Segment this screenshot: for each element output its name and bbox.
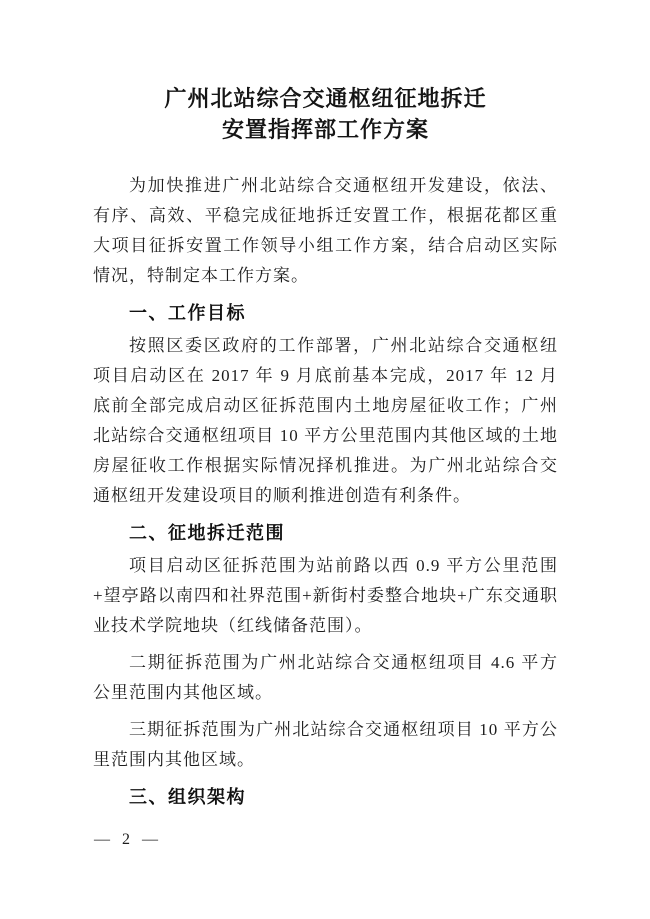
paragraph-scope-phase-1: 项目启动区征拆范围为站前路以西 0.9 平方公里范围+望亭路以南四和社界范围+新街村委整合地块+广东交通职业技术学院地块（红线储备范围）。 bbox=[93, 556, 558, 635]
paragraph-scope-phase-2: 二期征拆范围为广州北站综合交通枢纽项目 4.6 平方公里范围内其他区域。 bbox=[93, 653, 558, 702]
document-title-line-1: 广州北站综合交通枢纽征地拆迁 bbox=[164, 86, 487, 111]
paragraph-scope-phase-3: 三期征拆范围为广州北站综合交通枢纽项目 10 平方公里范围内其他区域。 bbox=[93, 720, 558, 769]
section-heading-organization: 三、组织架构 bbox=[129, 787, 246, 807]
document-title-line-2: 安置指挥部工作方案 bbox=[221, 117, 429, 142]
paragraph-work-goals: 按照区委区政府的工作部署，广州北站综合交通枢纽项目启动区在 2017 年 9 月底前基本完成，2017 年 12 月底前全部完成启动区征拆范围内土地房屋征收工作；广州北站综合交通枢纽项目 10 平方公里范围内其他区域的土地房屋征收工作根据实际情况择机推进。为广州北站综合交通枢纽开发建设项目的顺利推进创造有利条件。 bbox=[93, 336, 558, 505]
document-body bbox=[93, 171, 558, 812]
document-title bbox=[93, 83, 558, 145]
section-heading-work-goals: 一、工作目标 bbox=[129, 303, 246, 323]
page-number: — 2 — bbox=[94, 831, 162, 848]
section-heading-demolition-scope: 二、征地拆迁范围 bbox=[129, 523, 285, 543]
paragraph-intro: 为加快推进广州北站综合交通枢纽开发建设，依法、有序、高效、平稳完成征地拆迁安置工作，根据花都区重大项目征拆安置工作领导小组工作方案，结合启动区实际情况，特制定本工作方案。 bbox=[93, 176, 558, 285]
